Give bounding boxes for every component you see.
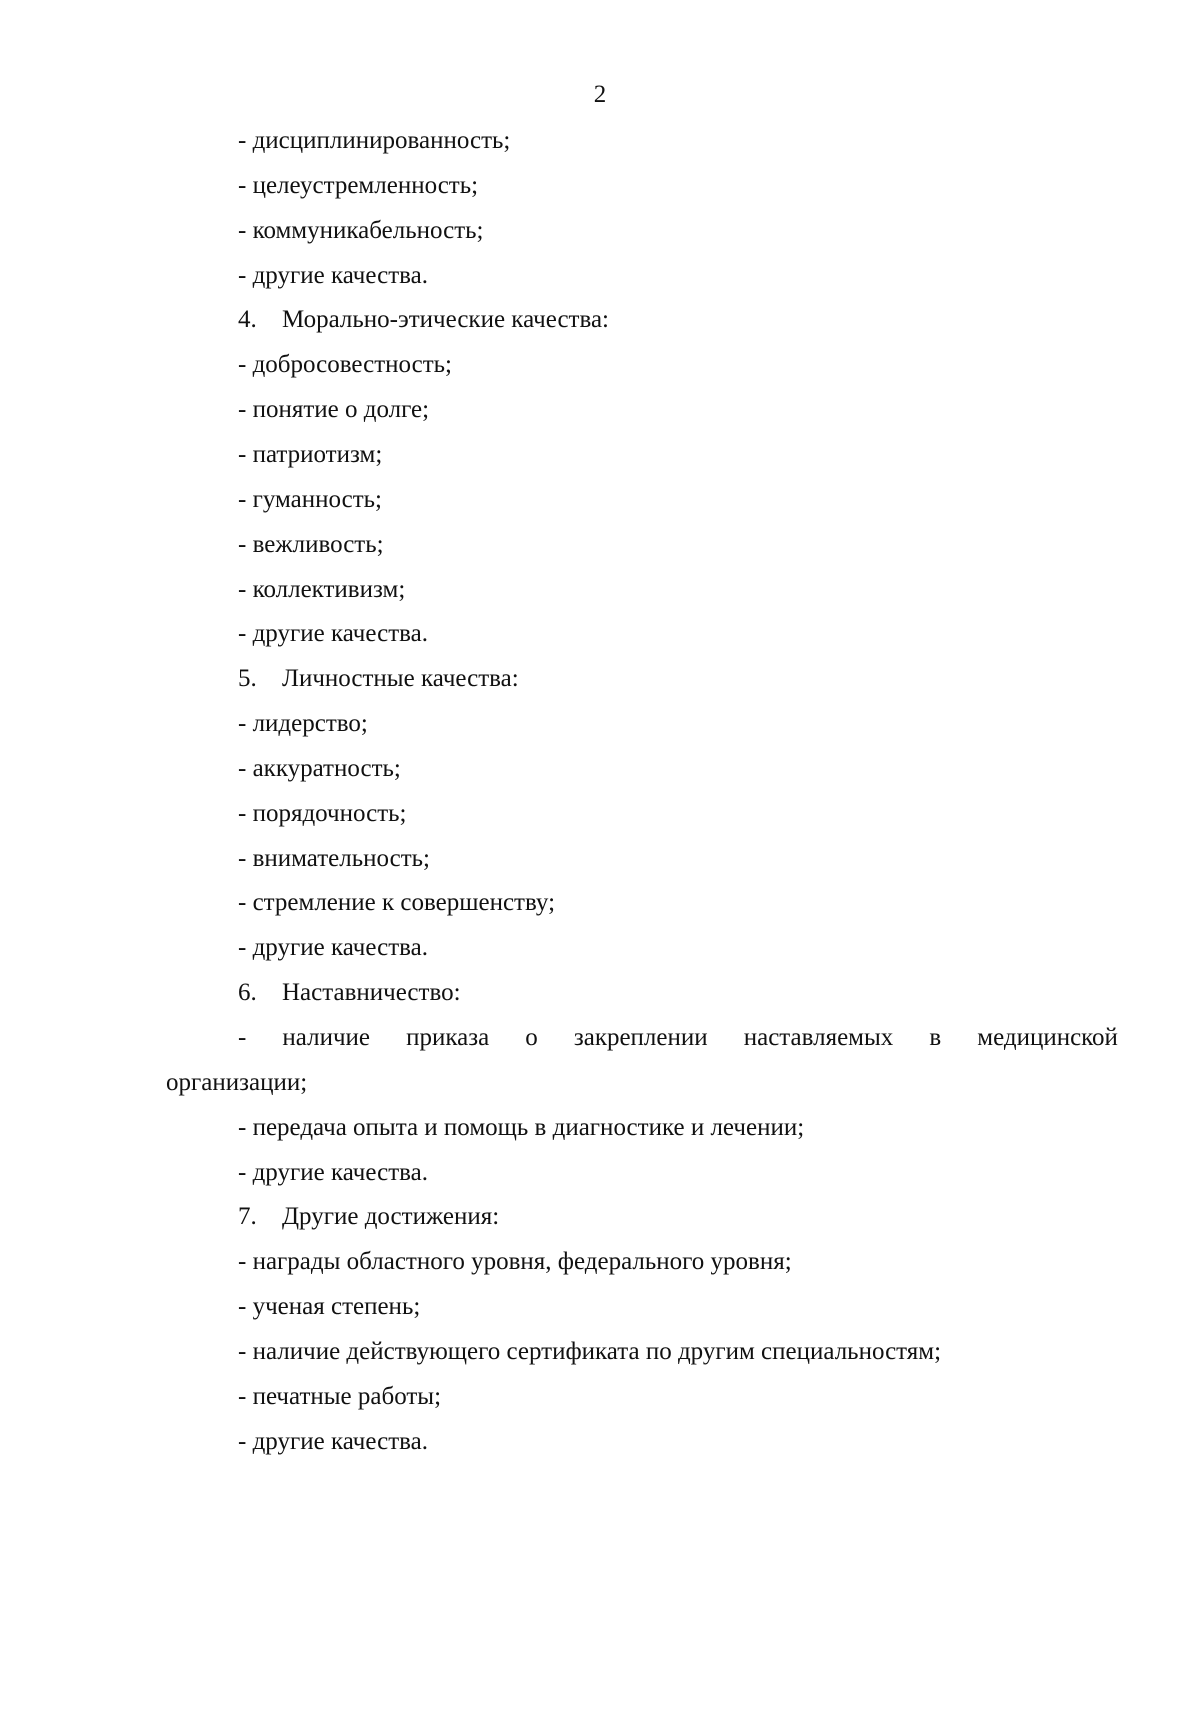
list-item: - другие качества. (238, 620, 428, 647)
list-item: - передача опыта и помощь в диагностике и лечении; (238, 1114, 805, 1141)
word: приказа (406, 1024, 490, 1051)
list-item: - целеустремленность; (238, 172, 479, 199)
list-item: - ученая степень; (238, 1293, 421, 1320)
list-item: - порядочность; (238, 800, 407, 827)
list-item: - другие качества. (238, 1428, 428, 1455)
list-item: - коммуникабельность; (238, 217, 484, 244)
section-number: 7. (238, 1203, 257, 1230)
list-item (238, 1021, 1118, 1055)
list-item: - другие качества. (238, 262, 428, 289)
list-item: - гуманность; (238, 486, 382, 513)
section-title: Наставничество: (282, 979, 461, 1006)
list-item: - понятие о долге; (238, 396, 430, 423)
list-item: - вежливость; (238, 531, 384, 558)
section-number: 4. (238, 306, 257, 333)
list-item: - другие качества. (238, 1159, 428, 1186)
word: наставляемых (743, 1024, 894, 1051)
section-heading (238, 1200, 499, 1234)
list-item: - коллективизм; (238, 576, 406, 603)
section-number: 5. (238, 665, 257, 692)
section-title: Личностные качества: (282, 665, 519, 692)
section-title: Морально-этические качества: (282, 306, 609, 333)
list-item: - внимательность; (238, 845, 431, 872)
section-heading (238, 662, 519, 696)
list-item: - дисциплинированность; (238, 127, 511, 154)
section-heading (238, 303, 609, 337)
list-item: - добросовестность; (238, 351, 453, 378)
word: закреплении (573, 1024, 708, 1051)
section-heading (238, 976, 461, 1010)
word: в (929, 1024, 942, 1051)
list-item: - наличие действующего сертификата по другим специальностям; (238, 1338, 942, 1365)
word: наличие (282, 1024, 371, 1051)
page-number: 2 (593, 81, 607, 108)
section-title: Другие достижения: (282, 1203, 500, 1230)
list-item: - лидерство; (238, 710, 368, 737)
list-item: - награды областного уровня, федерального уровня; (238, 1248, 792, 1275)
word: - (238, 1024, 247, 1051)
list-item: - печатные работы; (238, 1383, 442, 1410)
section-number: 6. (238, 979, 257, 1006)
list-item: - патриотизм; (238, 441, 383, 468)
word: о (525, 1024, 538, 1051)
list-item: - аккуратность; (238, 755, 401, 782)
word: медицинской (977, 1024, 1118, 1051)
list-item-continuation: организации; (166, 1069, 308, 1096)
list-item: - другие качества. (238, 934, 428, 961)
list-item: - стремление к совершенству; (238, 889, 556, 916)
